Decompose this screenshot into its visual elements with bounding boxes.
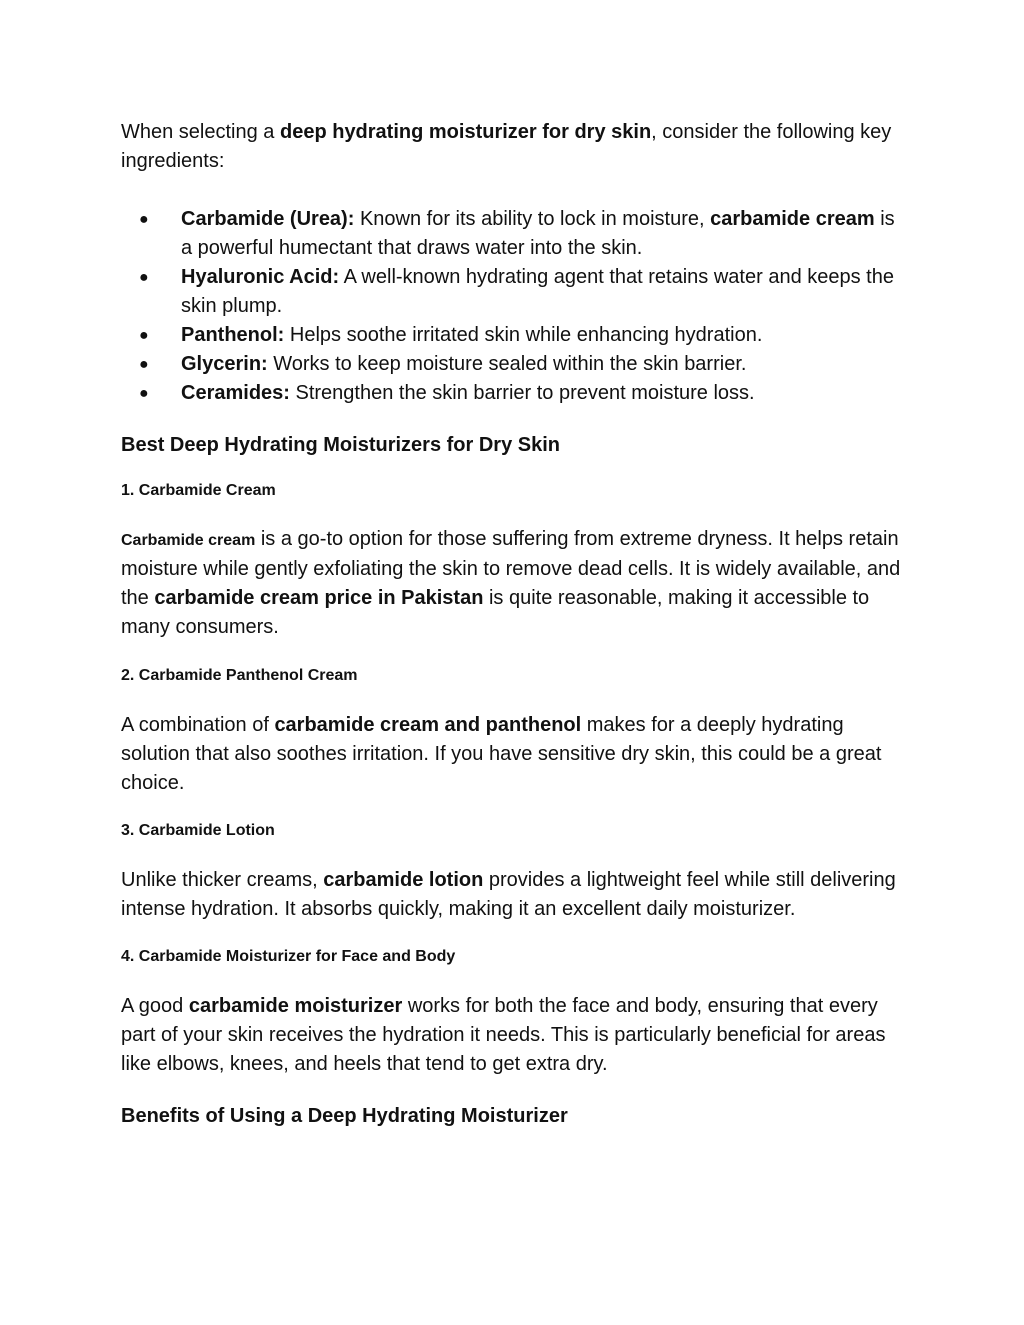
intro-paragraph (121, 118, 901, 176)
product-paragraph-4 (121, 992, 901, 1079)
ingredient-text: Strengthen the skin barrier to prevent moisture loss. (289, 382, 755, 404)
document-page (121, 118, 901, 1131)
ingredient-text-2: is a powerful humectant that draws water into the skin. (181, 208, 895, 259)
list-item (121, 205, 901, 263)
ingredient-text: Works to keep moisture sealed within the skin barrier. (267, 353, 747, 375)
list-item (121, 350, 901, 379)
product-text-1: A good (121, 995, 189, 1017)
ingredient-name: Hyaluronic Acid: (181, 266, 340, 288)
bullet-icon: ● (139, 356, 149, 373)
product-paragraph-1 (121, 525, 901, 642)
product-paragraph-2 (121, 711, 901, 798)
ingredient-name: Carbamide (Urea): (181, 208, 355, 230)
list-item (121, 321, 901, 350)
section-heading-benefits: Benefits of Using a Deep Hydrating Moisturizer (121, 1105, 568, 1127)
bullet-icon: ● (139, 327, 149, 344)
product-text-2: works for both the face and body, ensuring that every part of your skin receives the hydration it needs. This is particularly beneficial for areas like elbows, knees, and heels that tend to get extra dry. (121, 995, 886, 1075)
product-heading-2: 2. Carbamide Panthenol Cream (121, 667, 358, 684)
product-bold-keyword: carbamide cream and panthenol (274, 714, 582, 736)
ingredient-name: Glycerin: (181, 353, 268, 375)
product-text-1: A combination of (121, 714, 275, 736)
product-heading-4: 4. Carbamide Moisturizer for Face and Body (121, 948, 456, 965)
intro-text-2: , consider the following key ingredients: (121, 121, 892, 172)
product-text-1: is a go-to option for those suffering from extreme dryness. It helps retain moisture while gently exfoliating the skin to remove dead cells. It is widely available, and the (121, 528, 901, 609)
ingredient-bold-keyword: carbamide cream (710, 208, 875, 230)
ingredient-list (121, 205, 901, 408)
ingredient-text: Known for its ability to lock in moisture, (354, 208, 711, 230)
product-bold-keyword: carbamide lotion (323, 869, 484, 891)
product-bold-keyword: carbamide cream price in Pakistan (154, 587, 484, 609)
ingredient-text: Helps soothe irritated skin while enhancing hydration. (284, 324, 763, 346)
bullet-icon: ● (139, 385, 149, 402)
bullet-icon: ● (139, 211, 149, 228)
ingredient-name: Panthenol: (181, 324, 285, 346)
product-text-2: is quite reasonable, making it accessible to many consumers. (121, 587, 870, 638)
list-item (121, 379, 901, 408)
product-lead-keyword: Carbamide cream (121, 532, 256, 549)
product-heading-3: 3. Carbamide Lotion (121, 822, 275, 839)
product-paragraph-3 (121, 866, 901, 924)
ingredient-name: Ceramides: (181, 382, 290, 404)
intro-text-1: When selecting a (121, 121, 280, 143)
product-heading-1: 1. Carbamide Cream (121, 482, 276, 499)
list-item (121, 263, 901, 321)
ingredient-text: A well-known hydrating agent that retains water and keeps the skin plump. (181, 266, 894, 317)
product-text-2: makes for a deeply hydrating solution that also soothes irritation. If you have sensitive dry skin, this could be a great choice. (121, 714, 882, 794)
section-heading-best: Best Deep Hydrating Moisturizers for Dry Skin (121, 434, 560, 456)
product-text-1: Unlike thicker creams, (121, 869, 324, 891)
product-bold-keyword: carbamide moisturizer (188, 995, 403, 1017)
product-text-2: provides a lightweight feel while still delivering intense hydration. It absorbs quickly, making it an excellent daily moisturizer. (121, 869, 896, 920)
intro-bold-keyword: deep hydrating moisturizer for dry skin (279, 121, 652, 143)
bullet-icon: ● (139, 269, 149, 286)
